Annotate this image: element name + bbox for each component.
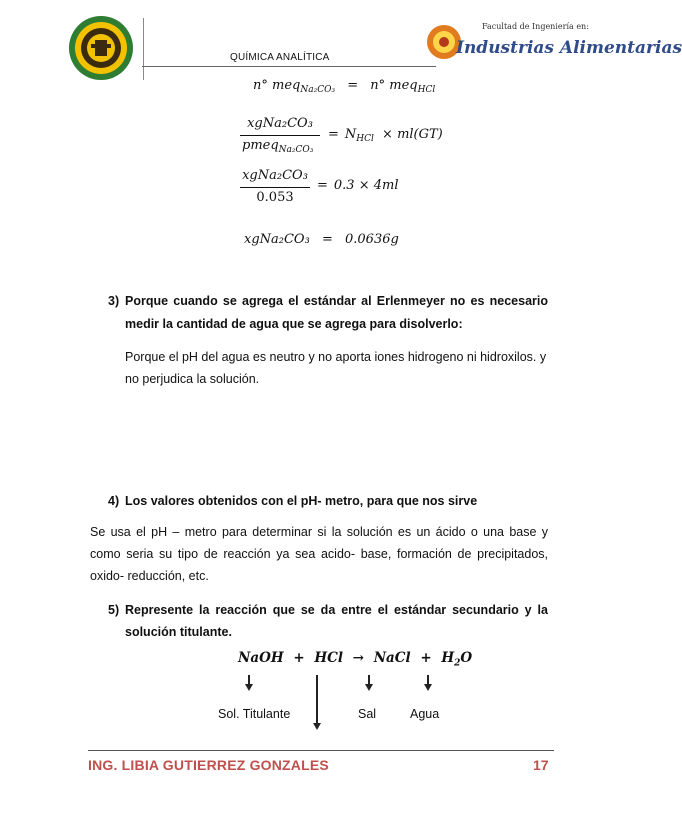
footer-page-number: 17 xyxy=(533,757,549,773)
footer-rule xyxy=(88,750,554,751)
q4-answer-line3: oxido- reducción, etc. xyxy=(90,569,209,583)
eq1-right-sub: HCl xyxy=(417,85,436,95)
arrow-nacl-head xyxy=(365,684,373,691)
q5-line1: Represente la reacción que se da entre el estándar secundario y la xyxy=(125,603,548,617)
equation-3 xyxy=(240,168,440,208)
q3-number: 3) xyxy=(108,294,120,308)
eq2-rhs-ml: × ml(GT) xyxy=(382,127,443,142)
q3-answer xyxy=(125,346,555,390)
eq3-denominator: 0.053 xyxy=(256,190,294,205)
footer-author: ING. LIBIA GUTIERREZ GONZALES xyxy=(88,757,329,773)
eq4-equals: = xyxy=(321,232,333,247)
university-crest-logo xyxy=(62,14,140,82)
q4-answer xyxy=(90,521,548,587)
eq3-numerator: xgNa₂CO₃ xyxy=(242,168,308,183)
eq2-den-text: pmeq xyxy=(242,138,279,153)
eq2-equals: = xyxy=(328,127,339,142)
eq3-rhs-value: 0.3 × 4ml xyxy=(333,178,399,193)
q3-answer-line2: no perjudica la solución. xyxy=(125,372,260,386)
eq4-lhs: xgNa₂CO₃ xyxy=(244,232,310,247)
eq2-numerator: xgNa₂CO₃ xyxy=(247,116,313,131)
header-title: QUÍMICA ANALÍTICA xyxy=(230,52,330,63)
q4-answer-line1: Se usa el pH – metro para determinar si la solución es un ácido o una base y xyxy=(90,525,548,539)
reaction-plus-2: + xyxy=(420,650,432,666)
eq2-rhs xyxy=(328,127,443,144)
reactant-hcl: HCl xyxy=(314,650,343,666)
q4-number: 4) xyxy=(108,494,120,508)
header-separator xyxy=(143,18,144,80)
eq2-rhs-n: N xyxy=(344,127,357,142)
product-water-h: H xyxy=(441,650,455,666)
eq1-equals: = xyxy=(347,78,359,93)
arrow-naoh-head xyxy=(245,684,253,691)
q5-line2: solución titulante. xyxy=(125,625,232,639)
arrow-hcl-line xyxy=(316,675,318,724)
arrow-hcl-head xyxy=(313,723,321,730)
label-sal: Sal xyxy=(358,707,377,721)
eq1-left: n° meq xyxy=(253,78,301,93)
faculty-logo xyxy=(426,18,682,70)
q3-line1: Porque cuando se agrega el estándar al Erlenmeyer no es necesario xyxy=(125,294,548,308)
q3-line2: medir la cantidad de agua que se agrega para disolverlo: xyxy=(125,317,463,331)
eq2-rhs-n-sub: HCl xyxy=(356,134,374,144)
q4-line1: Los valores obtenidos con el pH- metro, para que nos sirve xyxy=(125,494,478,508)
eq1-left-sub: Na₂CO₃ xyxy=(300,85,336,95)
equation-1 xyxy=(253,78,435,95)
eq3-rhs xyxy=(317,178,399,193)
eq2-fraction-bar xyxy=(240,135,320,136)
arrow-water-head xyxy=(424,684,432,691)
equation-4 xyxy=(244,232,399,247)
product-nacl: NaCl xyxy=(373,650,411,666)
label-agua: Agua xyxy=(410,707,440,721)
product-water xyxy=(441,650,473,669)
label-sol-titulante: Sol. Titulante xyxy=(218,707,291,721)
reaction-equation xyxy=(238,650,472,669)
eq1-right: n° meq xyxy=(370,78,418,93)
eq3-equals: = xyxy=(317,178,328,193)
eq4-rhs: 0.0636g xyxy=(345,232,399,247)
product-water-sub: 2 xyxy=(454,658,461,669)
header-underline xyxy=(142,66,436,67)
eq2-den-sub: Na₂CO₃ xyxy=(278,145,314,155)
eq2-denominator xyxy=(242,138,313,155)
eq3-fraction-bar xyxy=(240,187,310,188)
q5-number: 5) xyxy=(108,603,120,617)
faculty-logo-name: Industrias Alimentarias xyxy=(456,38,682,58)
reaction-arrow: → xyxy=(352,650,364,666)
faculty-logo-top-text: Facultad de Ingeniería en: xyxy=(482,22,589,31)
reaction-plus-1: + xyxy=(293,650,305,666)
q3-answer-line1: Porque el pH del agua es neutro y no aporta iones hidrogeno ni hidroxilos. y xyxy=(125,350,547,364)
reactant-naoh: NaOH xyxy=(238,650,284,666)
equation-2 xyxy=(240,116,480,158)
q4-answer-line2: como seria su tipo de reacción ya sea acido- base, formación de precipitados, xyxy=(90,547,548,561)
product-water-o: O xyxy=(460,650,473,666)
